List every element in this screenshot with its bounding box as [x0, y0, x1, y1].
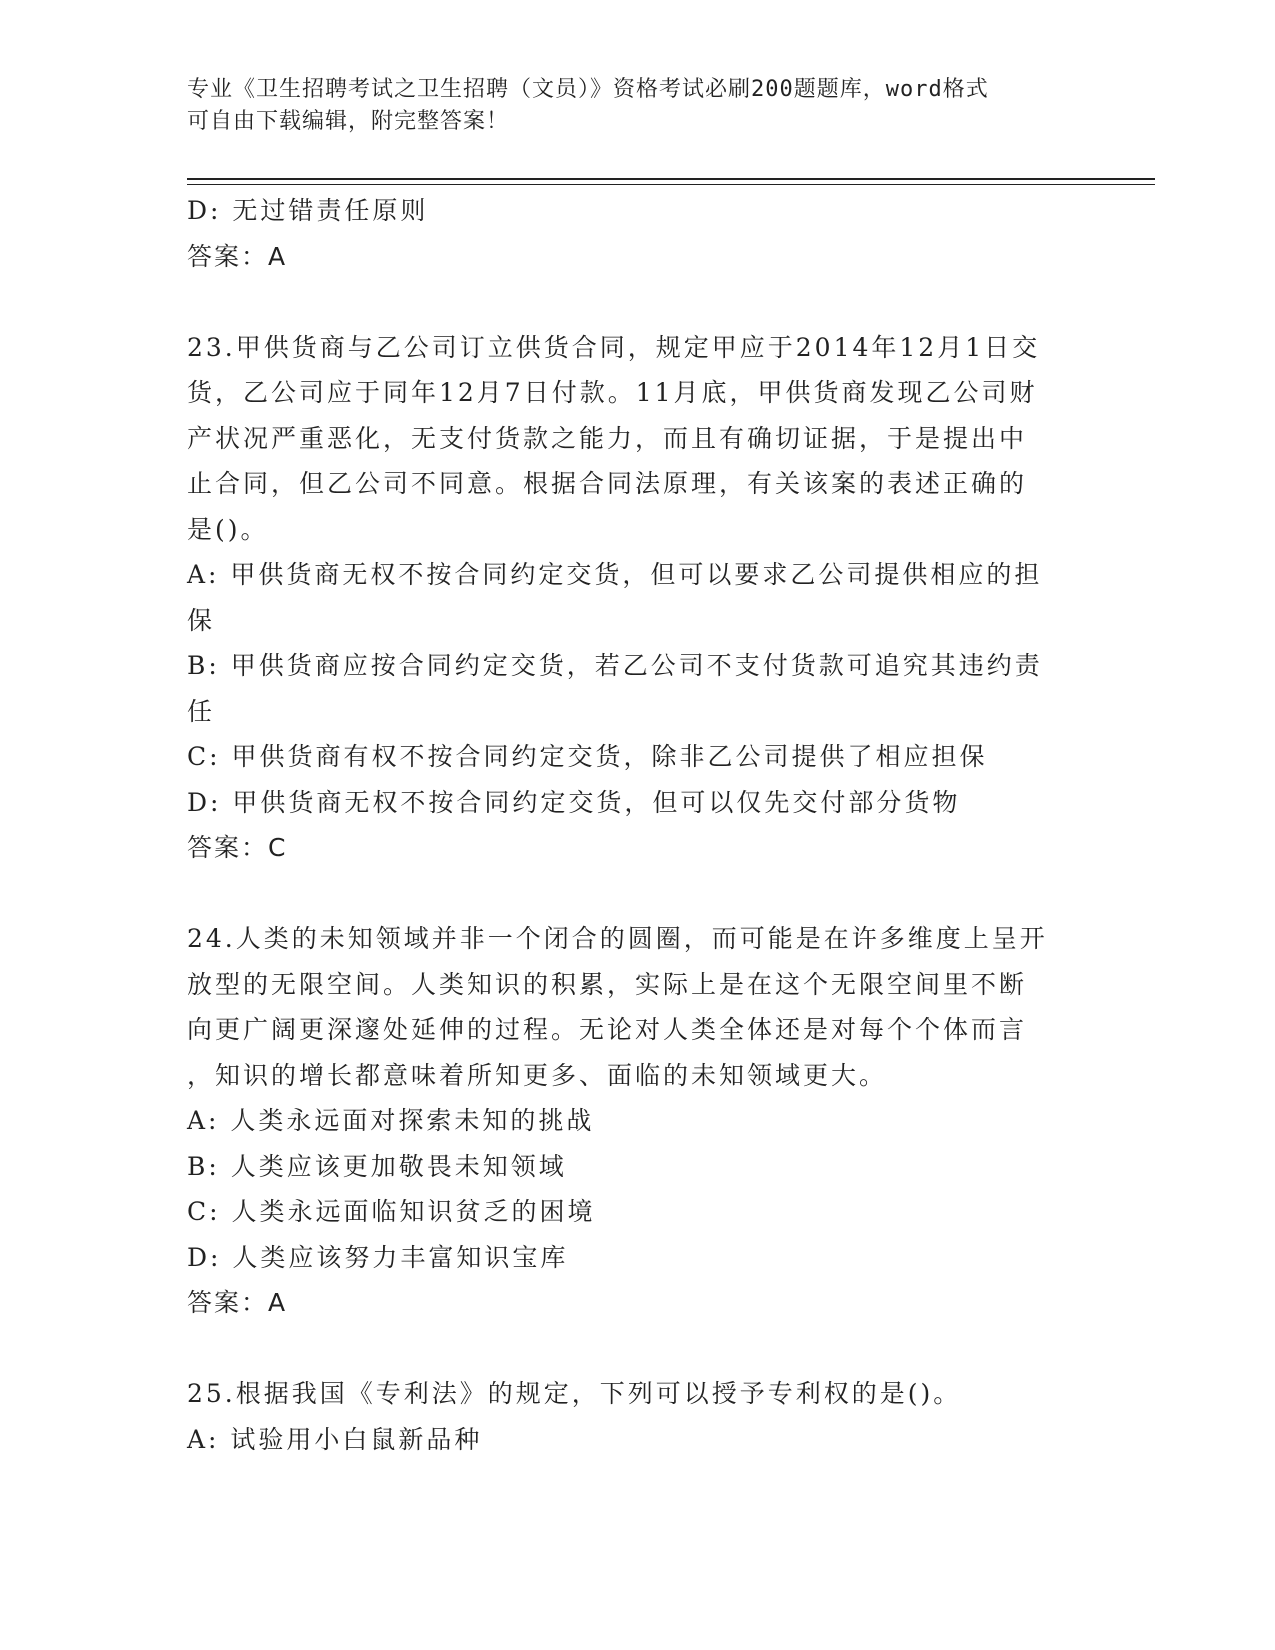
option-d: D: 甲供货商无权不按合同约定交货，但可以仅先交付部分货物 [187, 787, 961, 817]
option-b: B: 人类应该更加敬畏未知领域 [187, 1151, 567, 1181]
option-c: C: 人类永远面临知识贫乏的困境 [187, 1197, 596, 1226]
question-stem-line: 放型的无限空间。人类知识的积累，实际上是在这个无限空间里不断 [187, 969, 1028, 999]
page-header [187, 74, 1067, 138]
question-stem-line: 货，乙公司应于同年12月7日付款。11月底，甲供货商发现乙公司财 [187, 378, 1038, 407]
question-24 [187, 916, 1087, 1326]
option-a-line-2: 保 [187, 605, 216, 635]
question-23 [187, 325, 1087, 871]
option-d: D: 人类应该努力丰富知识宝库 [187, 1242, 569, 1272]
option-d: D: 无过错责任原则 [187, 196, 429, 225]
question-25 [187, 1371, 1087, 1462]
option-a-line-1: A: 甲供货商无权不按合同约定交货，但可以要求乙公司提供相应的担 [187, 560, 1043, 589]
option-b [187, 643, 1087, 734]
question-stem-line: 25.根据我国《专利法》的规定，下列可以授予专利权的是()。 [187, 1379, 962, 1408]
question-stem-line: 是()。 [187, 514, 269, 544]
spacer [187, 871, 1087, 917]
header-title-line-1: 专业《卫生招聘考试之卫生招聘（文员）》资格考试必刷200题题库，word格式 [187, 77, 989, 102]
header-divider-thick [187, 178, 1155, 180]
previous-question-tail [187, 188, 1087, 279]
question-stem-line: 24.人类的未知领域并非一个闭合的圆圈，而可能是在许多维度上呈开 [187, 924, 1048, 953]
answer-line: 答案：A [187, 1288, 288, 1317]
option-c: C: 甲供货商有权不按合同约定交货，除非乙公司提供了相应担保 [187, 742, 988, 771]
question-stem-line: 向更广阔更深邃处延伸的过程。无论对人类全体还是对每个个体而言 [187, 1015, 1028, 1044]
answer-line: 答案：C [187, 833, 288, 862]
option-b-line-2: 任 [187, 696, 216, 726]
question-stem-line: 止合同，但乙公司不同意。根据合同法原理，有关该案的表述正确的 [187, 469, 1028, 498]
option-a: A: 试验用小白鼠新品种 [187, 1424, 483, 1454]
option-a: A: 人类永远面对探索未知的挑战 [187, 1106, 595, 1135]
question-stem-line: ，知识的增长都意味着所知更多、面临的未知领域更大。 [187, 1060, 888, 1090]
spacer [187, 1326, 1087, 1372]
question-stem-line: 产状况严重恶化，无支付货款之能力，而且有确切证据，于是提出中 [187, 423, 1028, 453]
header-title-line-2: 可自由下载编辑，附完整答案！ [187, 109, 510, 134]
document-body [187, 188, 1087, 1462]
option-a [187, 552, 1087, 643]
answer-line: 答案：A [187, 241, 288, 271]
header-divider-thin [187, 184, 1155, 185]
question-stem-line: 23.甲供货商与乙公司订立供货合同，规定甲应于2014年12月1日交 [187, 332, 1041, 362]
spacer [187, 279, 1087, 325]
option-b-line-1: B: 甲供货商应按合同约定交货，若乙公司不支付货款可追究其违约责 [187, 651, 1043, 680]
